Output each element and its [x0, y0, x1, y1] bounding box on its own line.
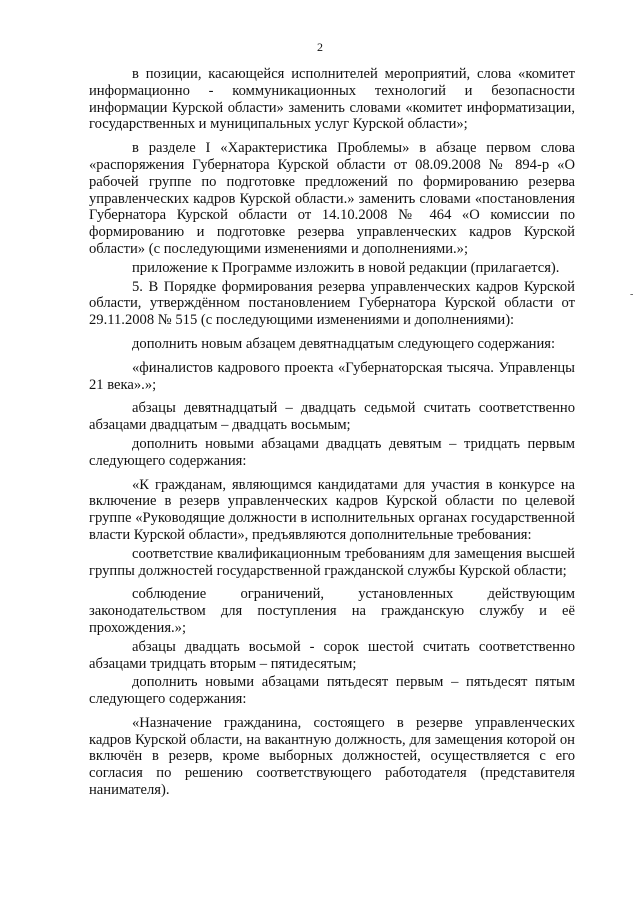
- paragraph-add-fifty-first: дополнить новыми абзацами пятьдесят первым – пятьдесят пятым следующего содержания:: [89, 674, 575, 708]
- paragraph-add-twenty-ninth: дополнить новыми абзацами двадцать девятым – тридцать первым следующего содержания:: [89, 435, 575, 469]
- paragraph-add-nineteenth: дополнить новым абзацем девятнадцатым следующего содержания:: [132, 335, 556, 352]
- page-number: 2: [317, 40, 323, 54]
- paragraph-renumber-one: абзацы девятнадцатый – двадцать седьмой считать соответственно абзацами двадцатым – двадцать восьмым;: [89, 400, 575, 434]
- paragraph-item-five: 5. В Порядке формирования резерва управленческих кадров Курской области, утверждённом постановлением Губернатора Курской области от 29.11.2008 № 515 (с последующими изменениями и дополнениями):: [89, 278, 575, 329]
- paragraph-appendix: приложение к Программе изложить в новой редакции (прилагается).: [132, 259, 560, 276]
- paragraph-appointment: «Назначение гражданина, состоящего в резерве управленческих кадров Курской области, на вакантную должность, для замещения которой он включён в резерв, кроме выборных должностей, осуществляется с его согласия по решению соответствующего работодателя (представителя нанимателя).: [89, 714, 575, 799]
- paragraph-executors: в позиции, касающейся исполнителей мероприятий, слова «комитет информационно - коммуникационных технологий и безопасности информации Курской области» заменить словами «комитет информатизации, государственных и муниципальных услуг Курской области»;: [89, 66, 575, 133]
- paragraph-renumber-two: абзацы двадцать восьмой - сорок шестой считать соответственно абзацами тридцать вторым – пятидесятым;: [89, 638, 575, 672]
- margin-mark: -: [630, 289, 634, 300]
- paragraph-restrictions: соблюдение ограничений, установленных действующим законодательством для поступления на гражданскую службу и её прохождения.»;: [89, 586, 575, 636]
- paragraph-section-one: в разделе I «Характеристика Проблемы» в абзаце первом слова «распоряжения Губернатора Курской области от 08.09.2008 № 894-р «О рабочей группе по подготовке предложений по формированию резерва управленческих кадров Курской области.» заменить словами «постановления Губернатора Курской области от 14.10.2008 № 464 «О комиссии по формированию и подготовке резерва управленческих кадров Курской области» (с последующими изменениями и дополнениями.»;: [89, 140, 575, 257]
- document-body: [89, 66, 575, 801]
- paragraph-qualification: соответствие квалификационным требованиям для замещения высшей группы должностей государственной гражданской службы Курской области;: [89, 545, 575, 579]
- paragraph-citizens-requirements: «К гражданам, являющимся кандидатами для участия в конкурсе на включение в резерв управленческих кадров Курской области по целевой группе «Руководящие должности в исполнительных органах государственной власти Курской области», предъявляются дополнительные требования:: [89, 476, 575, 543]
- paragraph-finalists: «финалистов кадрового проекта «Губернаторская тысяча. Управленцы 21 века».»;: [89, 359, 575, 393]
